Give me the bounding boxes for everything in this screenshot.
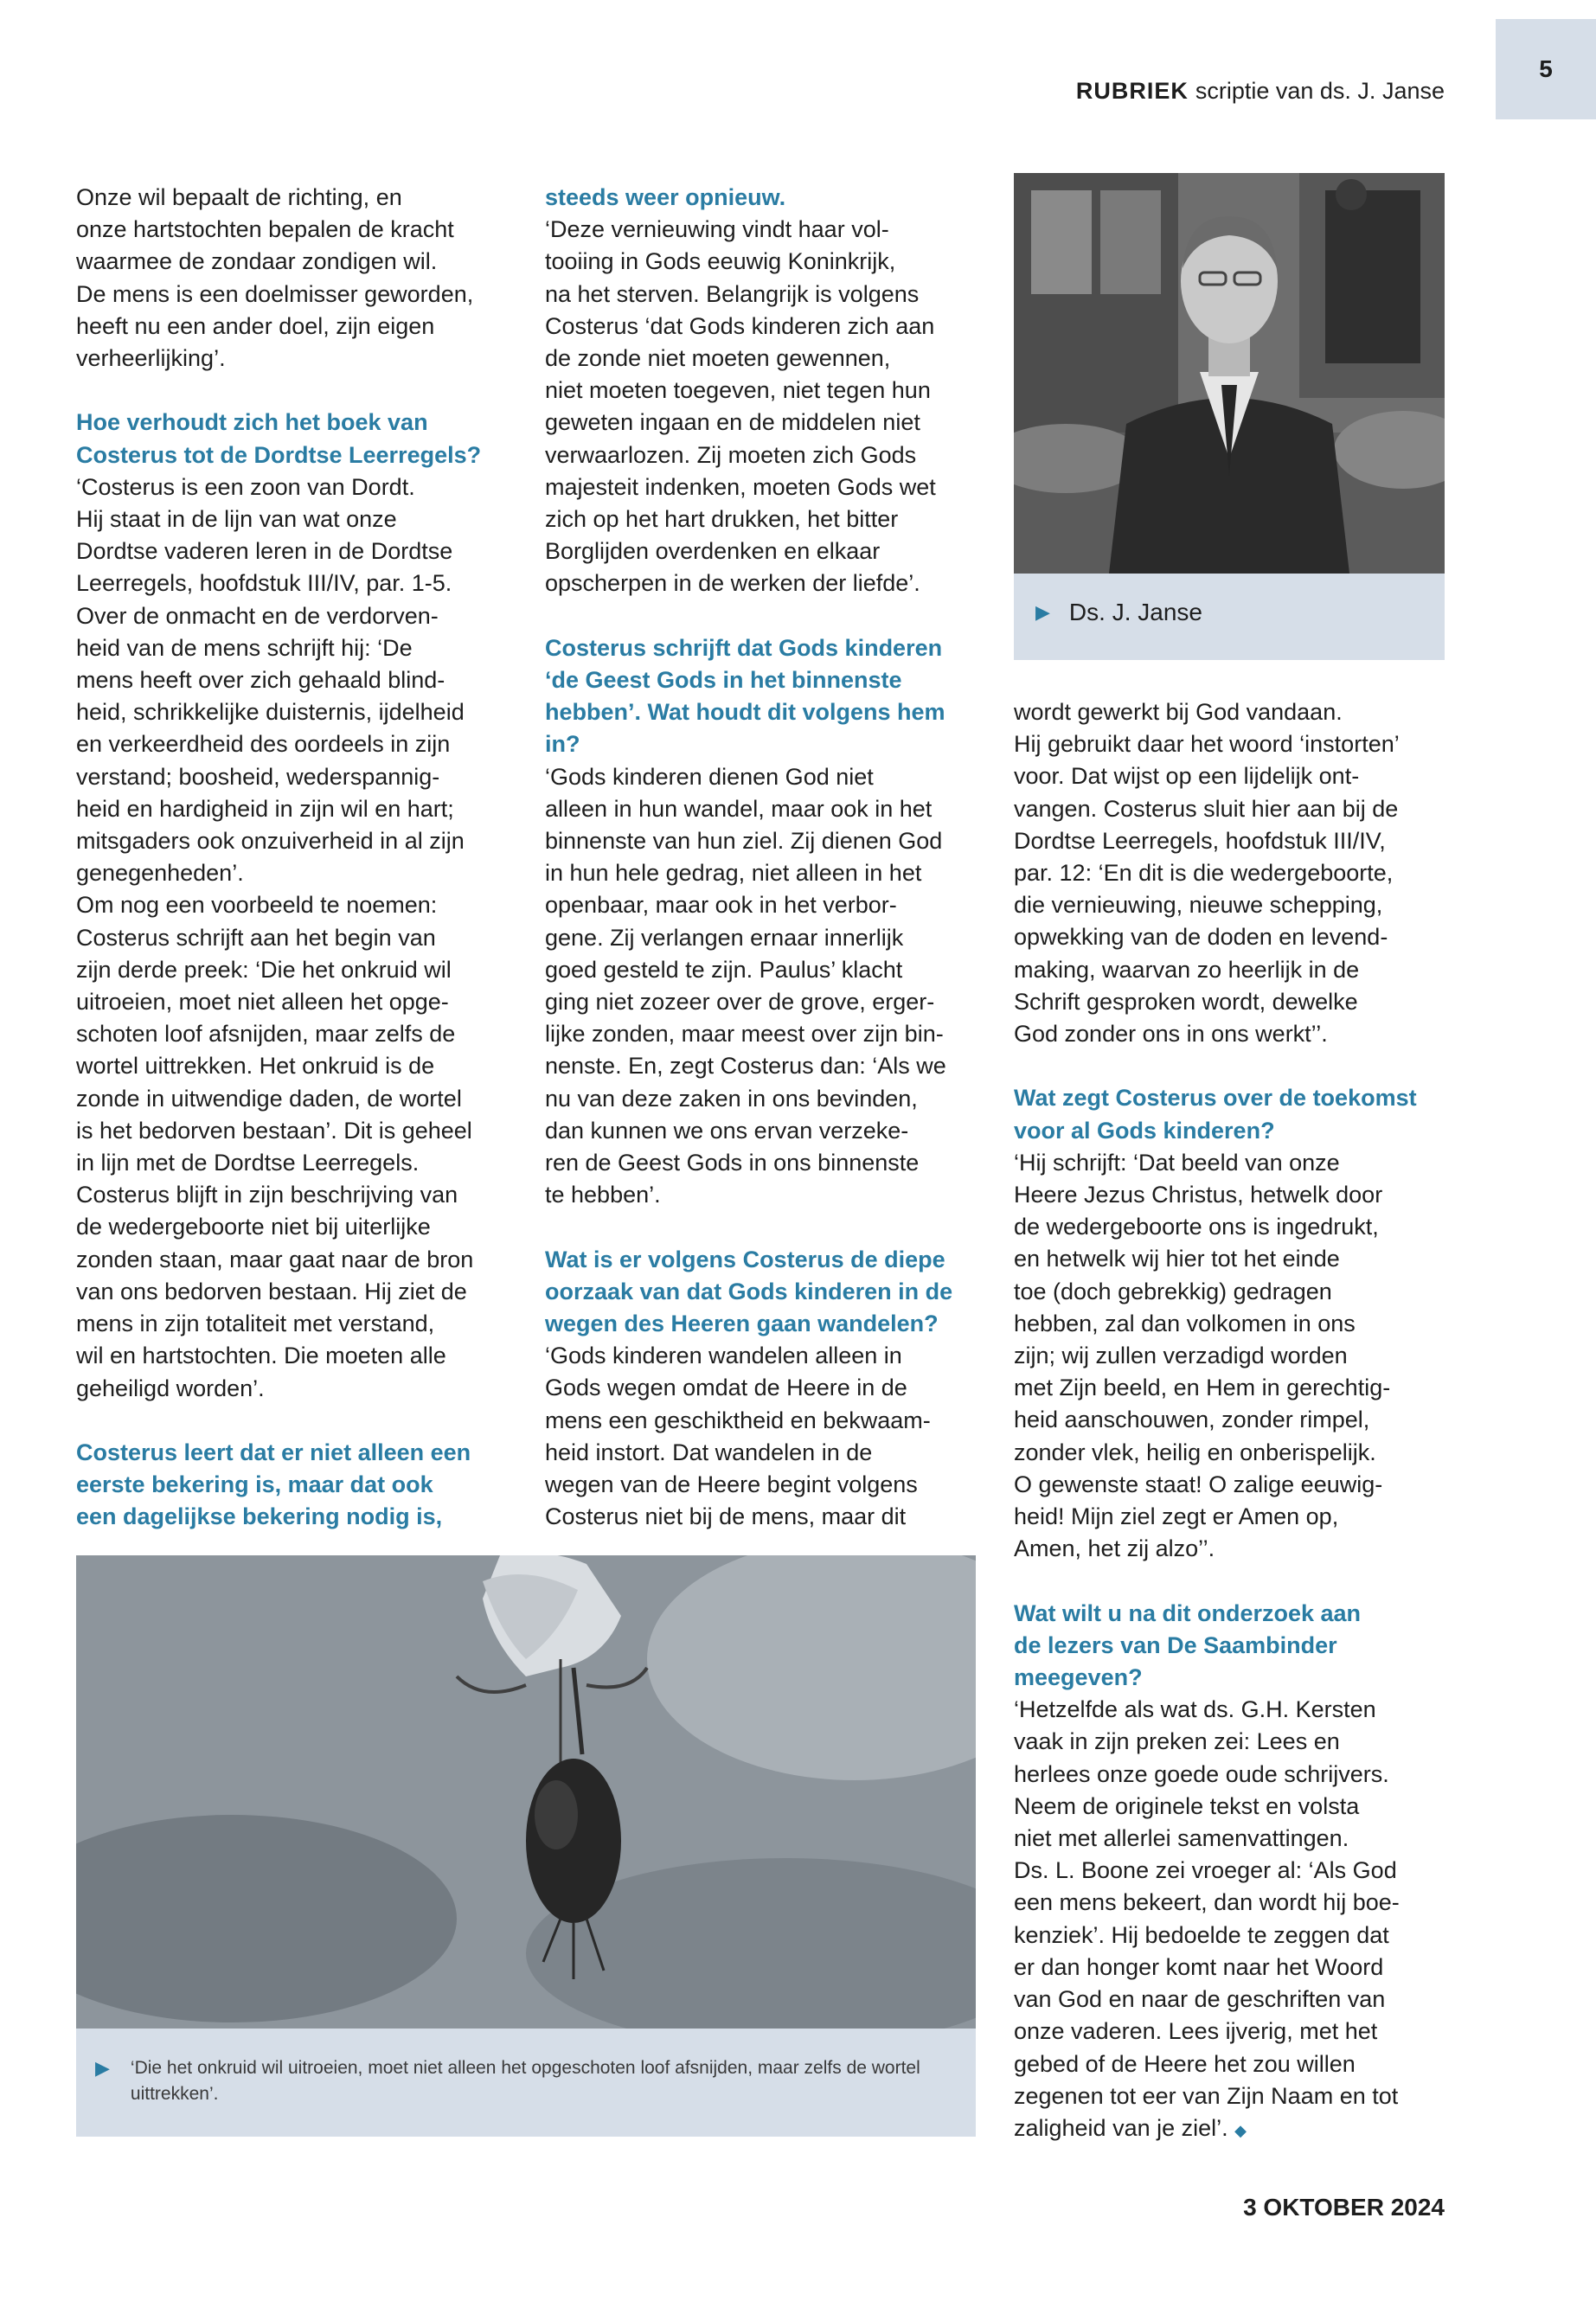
- text-line: ‘Gods kinderen wandelen alleen in: [545, 1343, 902, 1369]
- text-line: Dordtse vaderen leren in de Dordtse: [76, 538, 453, 565]
- caption-arrow-icon: ▶: [1035, 601, 1050, 623]
- text-line: de wedergeboorte niet bij uiterlijke: [76, 1214, 431, 1240]
- text-line: heid! Mijn ziel zegt er Amen op,: [1014, 1503, 1339, 1530]
- text-line: wordt gewerkt bij God vandaan.: [1014, 699, 1343, 725]
- text-line: zijn derde preek: ‘Die het onkruid wil: [76, 956, 452, 983]
- last-line-text: zaligheid van je ziel’.: [1014, 2114, 1228, 2141]
- page-number: 5: [1496, 19, 1596, 119]
- section-label: RUBRIEK: [1075, 78, 1189, 104]
- text-line: niet moeten toegeven, niet tegen hun: [545, 377, 931, 404]
- text-line: zijn; wij zullen verzadigd worden: [1014, 1343, 1348, 1369]
- text-line: kenziek’. Hij bedoelde te zeggen dat: [1014, 1921, 1389, 1948]
- text-line: zonden staan, maar gaat naar de bron: [76, 1246, 474, 1272]
- text-line: heid, schrikkelijke duisternis, ijdelheid: [76, 699, 465, 726]
- text-line: ‘Deze vernieuwing vindt haar vol-: [545, 216, 889, 243]
- text-line: dan kunnen we ons ervan verzeke-: [545, 1117, 909, 1144]
- question-heading: de lezers van De Saambinder: [1014, 1631, 1337, 1658]
- text-line: ‘Costerus is een zoon van Dordt.: [76, 473, 415, 500]
- text-line: onze hartstochten bepalen de kracht: [76, 216, 454, 243]
- text-line: wegen van de Heere begint volgens: [545, 1471, 918, 1498]
- text-line: Over de onmacht en de verdorven-: [76, 602, 439, 629]
- question-heading: Costerus leert dat er niet alleen een: [76, 1439, 471, 1465]
- text-line: making, waarvan zo heerlijk in de: [1014, 956, 1360, 983]
- text-line: Ds. L. Boone zei vroeger al: ‘Als God: [1014, 1857, 1397, 1884]
- text-line: met Zijn beeld, en Hem in gerechtig-: [1014, 1375, 1391, 1401]
- text-line: uitroeien, moet niet alleen het opge-: [76, 989, 449, 1016]
- question-heading: eerste bekering is, maar dat ook: [76, 1471, 433, 1498]
- text-line: God zonder ons in ons werkt’’.: [1014, 1021, 1328, 1048]
- text-line: opscherpen in de werken der liefde’.: [545, 570, 920, 597]
- text-line: Onze wil bepaalt de richting, en: [76, 184, 402, 210]
- question-heading: Wat is er volgens Costerus de diepe: [545, 1246, 945, 1272]
- paragraph-gap: [1014, 1050, 1464, 1082]
- paragraph-gap: [545, 1211, 995, 1243]
- question-heading: Costerus tot de Dordtse Leerregels?: [76, 441, 482, 468]
- text-line: onze vaderen. Lees ijverig, met het: [1014, 2018, 1378, 2045]
- text-line: in hun hele gedrag, niet alleen in het: [545, 860, 922, 887]
- text-line: van ons bedorven bestaan. Hij ziet de: [76, 1278, 467, 1304]
- text-line: ‘Hetzelfde als wat ds. G.H. Kersten: [1014, 1696, 1376, 1723]
- weed-illustration: [76, 1555, 976, 2029]
- weed-figure: [76, 1555, 976, 2137]
- text-line: heid aanschouwen, zonder rimpel,: [1014, 1407, 1370, 1433]
- text-line: lijke zonden, maar meest over zijn bin-: [545, 1021, 944, 1048]
- end-mark-icon: ◆: [1234, 2121, 1247, 2139]
- article-column-2: [545, 182, 995, 1534]
- question-heading: meegeven?: [1014, 1664, 1143, 1691]
- weed-photo: [76, 1555, 976, 2029]
- portrait-figure: [1014, 173, 1445, 660]
- question-heading: wegen des Heeren gaan wandelen?: [545, 1311, 939, 1337]
- text-line: de wedergeboorte ons is ingedrukt,: [1014, 1214, 1379, 1240]
- question-heading: Hoe verhoudt zich het boek van: [76, 409, 428, 436]
- text-line: gene. Zij verlangen ernaar innerlijk: [545, 924, 904, 951]
- text-line: Neem de originele tekst en volsta: [1014, 1792, 1360, 1819]
- question-heading: Wat zegt Costerus over de toekomst: [1014, 1085, 1417, 1112]
- article-column-1: [76, 182, 526, 1534]
- text-line: goed gesteld te zijn. Paulus’ klacht: [545, 956, 903, 983]
- text-line: Schrift gesproken wordt, dewelke: [1014, 988, 1358, 1015]
- text-line: Hij staat in de lijn van wat onze: [76, 506, 397, 533]
- text-line: van God en naar de geschriften van: [1014, 1986, 1386, 2013]
- text-line: heid instort. Dat wandelen in de: [545, 1439, 873, 1465]
- text-line: verstand; boosheid, wederspannig-: [76, 763, 440, 790]
- text-line: zonde in uitwendige daden, de wortel: [76, 1085, 462, 1112]
- text-line: Gods wegen omdat de Heere in de: [545, 1375, 907, 1401]
- weed-caption-text: ‘Die het onkruid wil uitroeien, moet niet alleen het opgeschoten loof afsnijden, maar zelfs de wortel uittrekken’.: [130, 2058, 920, 2104]
- text-line: voor. Dat wijst op een lijdelijk ont-: [1014, 763, 1360, 790]
- text-line: verheerlijking’.: [76, 345, 226, 372]
- question-heading: ‘de Geest Gods in het binnenste: [545, 667, 902, 694]
- text-line: geweten ingaan en de middelen niet: [545, 409, 920, 436]
- question-heading: hebben’. Wat houdt dit volgens hem: [545, 699, 945, 726]
- text-line: tooiing in Gods eeuwig Koninkrijk,: [545, 248, 896, 275]
- text-line: herlees onze goede oude schrijvers.: [1014, 1760, 1389, 1787]
- text-line: wil en hartstochten. Die moeten alle: [76, 1343, 446, 1369]
- text-line: wortel uittrekken. Het onkruid is de: [76, 1053, 435, 1080]
- paragraph-gap: [1014, 1565, 1464, 1597]
- caption-arrow-icon: ▶: [95, 2057, 110, 2079]
- text-line: ging niet zozeer over de grove, erger-: [545, 989, 935, 1016]
- text-line: niet met allerlei samenvattingen.: [1014, 1825, 1349, 1852]
- text-line: heid van de mens schrijft hij: ‘De: [76, 634, 413, 661]
- text-line: en verkeerdheid des oordeels in zijn: [76, 731, 451, 758]
- portrait-caption-text: Ds. J. Janse: [1068, 599, 1202, 625]
- text-line: openbaar, maar ook in het verbor-: [545, 892, 897, 919]
- text-line: een mens bekeert, dan wordt hij boe-: [1014, 1889, 1400, 1916]
- text-line: De mens is een doelmisser geworden,: [76, 280, 474, 307]
- text-line: ‘Gods kinderen dienen God niet: [545, 763, 874, 790]
- text-line: de zonde niet moeten gewennen,: [545, 345, 891, 372]
- text-line: verwaarlozen. Zij moeten zich Gods: [545, 441, 917, 468]
- text-line: Costerus blijft in zijn beschrijving van: [76, 1182, 458, 1208]
- text-line: Dordtse Leerregels, hoofdstuk III/IV,: [1014, 827, 1386, 854]
- section-header: [1076, 78, 1445, 105]
- text-line: in lijn met de Dordtse Leerregels.: [76, 1150, 420, 1176]
- text-line: hebben, zal dan volkomen in ons: [1014, 1310, 1356, 1336]
- text-line: vaak in zijn preken zei: Lees en: [1014, 1728, 1340, 1755]
- question-heading: voor al Gods kinderen?: [1014, 1117, 1275, 1144]
- text-line: waarmee de zondaar zondigen wil.: [76, 248, 438, 275]
- text-line: nenste. En, zegt Costerus dan: ‘Als we: [545, 1053, 946, 1080]
- text-line: er dan honger komt naar het Woord: [1014, 1953, 1384, 1980]
- last-text-line: [1014, 2112, 1464, 2147]
- text-line: heeft nu een ander doel, zijn eigen: [76, 312, 435, 339]
- text-line: geheiligd worden’.: [76, 1375, 265, 1401]
- text-line: die vernieuwing, nieuwe schepping,: [1014, 892, 1383, 919]
- text-line: O gewenste staat! O zalige eeuwig-: [1014, 1471, 1383, 1497]
- text-line: heid en hardigheid in zijn wil en hart;: [76, 795, 454, 822]
- question-heading: Costerus schrijft dat Gods kinderen: [545, 634, 943, 661]
- text-line: ren de Geest Gods in ons binnenste: [545, 1150, 920, 1176]
- text-line: nu van deze zaken in ons bevinden,: [545, 1085, 918, 1112]
- text-line: te hebben’.: [545, 1182, 661, 1208]
- text-line: mitsgaders ook onzuiverheid in al zijn: [76, 828, 465, 855]
- text-line: zonder vlek, heilig en onberispelijk.: [1014, 1439, 1376, 1465]
- text-line: opwekking van de doden en levend-: [1014, 924, 1388, 951]
- text-line: zegenen tot eer van Zijn Naam en tot: [1014, 2082, 1399, 2109]
- paragraph-gap: [76, 1405, 526, 1437]
- text-line: ‘Hij schrijft: ‘Dat beeld van onze: [1014, 1149, 1340, 1176]
- question-heading: een dagelijkse bekering nodig is,: [76, 1503, 443, 1530]
- text-line: zich op het hart drukken, het bitter: [545, 506, 899, 533]
- article-column-3: [1014, 696, 1464, 2147]
- text-line: Borglijden overdenken en elkaar: [545, 538, 881, 565]
- text-line: en hetwelk wij hier tot het einde: [1014, 1246, 1340, 1272]
- text-line: Costerus niet bij de mens, maar dit: [545, 1503, 907, 1530]
- question-heading: oorzaak van dat Gods kinderen in de: [545, 1278, 953, 1304]
- portrait-photo: [1014, 173, 1445, 574]
- text-line: gebed of de Heere het zou willen: [1014, 2050, 1356, 2077]
- text-line: genegenheden’.: [76, 860, 244, 887]
- portrait-illustration: [1014, 173, 1445, 574]
- text-line: mens in zijn totaliteit met verstand,: [76, 1311, 435, 1337]
- text-line: binnenste van hun ziel. Zij dienen God: [545, 828, 943, 855]
- portrait-caption: [1035, 599, 1202, 626]
- text-line: mens een geschiktheid en bekwaam-: [545, 1407, 931, 1433]
- text-line: Amen, het zij alzo’’.: [1014, 1535, 1215, 1562]
- text-line: vangen. Costerus sluit hier aan bij de: [1014, 795, 1399, 822]
- weed-caption: [95, 2055, 943, 2107]
- text-line: Heere Jezus Christus, hetwelk door: [1014, 1182, 1383, 1208]
- paragraph-gap: [545, 600, 995, 632]
- question-heading: Wat wilt u na dit onderzoek aan: [1014, 1599, 1362, 1626]
- text-line: toe (doch gebrekkig) gedragen: [1014, 1278, 1332, 1304]
- section-subtitle: scriptie van ds. J. Janse: [1195, 78, 1445, 104]
- text-line: schoten loof afsnijden, maar zelfs de: [76, 1021, 456, 1048]
- question-heading: in?: [545, 731, 580, 758]
- text-line: Leerregels, hoofdstuk III/IV, par. 1-5.: [76, 570, 452, 597]
- text-line: Om nog een voorbeeld te noemen:: [76, 892, 438, 919]
- text-line: Hij gebruikt daar het woord ‘instorten’: [1014, 731, 1400, 758]
- text-line: Costerus schrijft aan het begin van: [76, 924, 436, 951]
- text-line: na het sterven. Belangrijk is volgens: [545, 280, 920, 307]
- text-line: Costerus ‘dat Gods kinderen zich aan: [545, 312, 935, 339]
- text-line: mens heeft over zich gehaald blind-: [76, 667, 445, 694]
- text-line: alleen in hun wandel, maar ook in het: [545, 795, 933, 822]
- question-heading: steeds weer opnieuw.: [545, 184, 786, 210]
- text-line: is het bedorven bestaan’. Dit is geheel: [76, 1117, 472, 1144]
- text-line: majesteit indenken, moeten Gods wet: [545, 473, 936, 500]
- footer-date: 3 OKTOBER 2024: [1243, 2194, 1445, 2221]
- text-line: par. 12: ‘En dit is die wedergeboorte,: [1014, 860, 1394, 887]
- paragraph-gap: [76, 375, 526, 407]
